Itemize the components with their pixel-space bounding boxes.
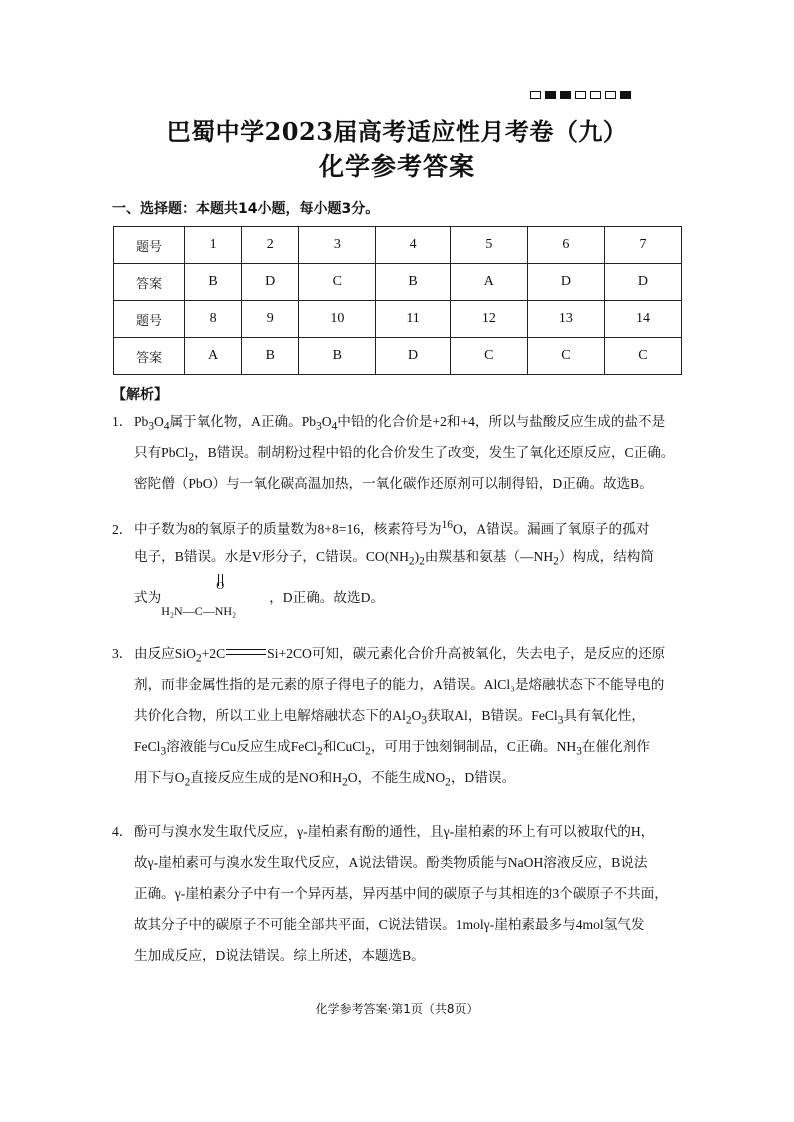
table-cell: 14 <box>604 301 681 338</box>
subscript: 3 <box>316 420 322 433</box>
subscript: 2 <box>405 714 412 727</box>
text-run: 用下与O <box>134 770 185 785</box>
section-heading: 一、选择题：本题共14小题，每小题3分。 <box>112 201 380 217</box>
subscript: 2 <box>184 776 191 789</box>
text-line <box>112 731 692 762</box>
text-line <box>112 638 692 669</box>
analysis-item-2 <box>112 510 692 620</box>
text-run: ，B错误。制胡粉过程中铅的化合价发生了改变，发生了氧化还原反应，C正确。 <box>194 445 675 460</box>
text-line <box>112 572 692 620</box>
text-run: ，可用于蚀刻铜制品，C正确。NH <box>370 739 577 754</box>
analysis-item-4 <box>112 816 692 971</box>
text-run: 在催化剂作 <box>581 739 650 754</box>
text-run: 由反应SiO <box>134 646 196 661</box>
text-line: 故其分子中的碳原子不可能全部共平面，C说法错误。1molγ-崖柏素最多与4mol氢气发 <box>134 917 645 932</box>
text-run: 式为 <box>134 590 162 605</box>
code-box <box>575 91 586 99</box>
formula-chain: H₂N—C—NH₂ <box>161 604 237 618</box>
table-cell: C <box>527 338 604 375</box>
text-run: Pb <box>134 414 149 429</box>
text-run: Si+2CO可知，碳元素化合价升高被氧化，失去电子，是反应的还原 <box>267 646 666 661</box>
text-run: 只有PbCl <box>134 445 189 460</box>
table-row <box>114 338 682 375</box>
text-run: ）构成，结构简 <box>558 549 654 564</box>
table-cell: 2 <box>242 227 299 264</box>
text-line: 剂，而非金属性指的是元素的原子得电子的能力，A错误。AlCl₃是熔融状态下不能导电的 <box>134 677 665 692</box>
text-line <box>112 437 692 468</box>
text-run: O，不能生成NO <box>347 770 446 785</box>
exam-subtitle: 化学参考答案 <box>318 152 475 181</box>
table-cell: 7 <box>604 227 681 264</box>
subscript: 2 <box>317 745 323 758</box>
text-line <box>112 700 692 731</box>
table-cell: 13 <box>527 301 604 338</box>
table-cell: 10 <box>299 301 376 338</box>
table-cell: C <box>299 264 376 301</box>
text-run: 中铅的化合价是+2和+4，所以与盐酸反应生成的盐不是 <box>337 414 666 429</box>
text-run: 电子，B错误。水是V形分子，C错误。CO(NH <box>134 549 409 564</box>
text-line <box>112 816 692 847</box>
text-line <box>112 510 692 541</box>
text-line: 密陀僧（PbO）与一氧化碳高温加热，一氧化碳作还原剂可以制得铅，D正确。故选B。 <box>134 476 653 491</box>
page-footer: 化学参考答案·第1页（共8页） <box>315 1002 479 1016</box>
subscript: 2 <box>419 555 425 568</box>
table-cell: 4 <box>376 227 450 264</box>
text-run: 由羰基和氨基（—NH <box>424 549 554 564</box>
text-run: 和CuCl <box>322 739 366 754</box>
text-run: ，D正确。故选D。 <box>269 590 384 605</box>
row-label: 答案 <box>114 264 185 301</box>
code-box <box>560 91 571 99</box>
table-row <box>114 264 682 301</box>
text-run: O <box>411 708 422 723</box>
subscript: 3 <box>148 420 155 433</box>
table-cell: 6 <box>527 227 604 264</box>
table-cell: B <box>376 264 450 301</box>
row-label: 答案 <box>114 338 185 375</box>
table-cell: B <box>299 338 376 375</box>
text-line <box>112 541 692 572</box>
subscript: 2 <box>188 451 195 464</box>
subscript: 2 <box>365 745 371 758</box>
text-run: FeCl <box>134 739 161 754</box>
text-run: O <box>321 414 332 429</box>
text-run: 溶液能与Cu反应生成FeCl <box>166 739 318 754</box>
subscript: 2 <box>445 776 451 789</box>
table-cell: D <box>527 264 604 301</box>
subscript: 3 <box>576 745 582 758</box>
text-run: O <box>154 414 164 429</box>
item-number: 2． <box>112 521 133 537</box>
text-run: ) <box>414 549 420 564</box>
code-box <box>605 91 616 99</box>
analysis-heading: 【解析】 <box>112 387 168 403</box>
text-run: 具有氧化性， <box>563 708 645 723</box>
urea-structure-formula <box>161 572 269 618</box>
subscript: 2 <box>342 776 348 789</box>
item-number: 4． <box>112 824 133 839</box>
code-box <box>530 91 541 99</box>
subscript: 2 <box>408 555 415 568</box>
code-box <box>545 91 556 99</box>
text-line: 故γ-崖柏素可与溴水发生取代反应，A说法错误。酚类物质能与NaOH溶液反应，B说法 <box>134 855 648 870</box>
table-cell: 8 <box>185 301 242 338</box>
table-cell: D <box>376 338 450 375</box>
table-cell: B <box>242 338 299 375</box>
oxygen-atom: O <box>216 580 225 592</box>
code-box <box>620 91 631 99</box>
table-cell: C <box>450 338 527 375</box>
text-line: 正确。γ-崖柏素分子中有一个异丙基，异丙基中间的碳原子与其相连的3个碳原子不共面， <box>134 886 668 901</box>
table-cell: 11 <box>376 301 450 338</box>
analysis-item-1 <box>112 406 692 499</box>
subscript: 4 <box>163 420 170 433</box>
table-cell: A <box>185 338 242 375</box>
table-cell: 3 <box>299 227 376 264</box>
table-cell: D <box>242 264 299 301</box>
subscript: 4 <box>331 420 338 433</box>
table-cell: B <box>185 264 242 301</box>
text-run: 属于氧化物，A正确。Pb <box>169 414 317 429</box>
text-run: 酚可与溴水发生取代反应，γ-崖柏素有酚的通性，且γ-崖柏素的环上有可以被取代的H， <box>134 824 655 839</box>
table-cell: A <box>450 264 527 301</box>
row-label: 题号 <box>114 227 185 264</box>
analysis-item-3 <box>112 638 692 793</box>
table-cell: D <box>604 264 681 301</box>
table-cell: 12 <box>450 301 527 338</box>
table-row <box>114 227 682 264</box>
subscript: 3 <box>557 714 564 727</box>
table-cell: 5 <box>450 227 527 264</box>
reaction-equals-icon <box>226 649 266 655</box>
row-label: 题号 <box>114 301 185 338</box>
table-cell: 1 <box>185 227 242 264</box>
page-code-boxes <box>530 91 631 99</box>
text-run: O，A错误。漏画了氧原子的孤对 <box>452 521 650 537</box>
code-box <box>590 91 601 99</box>
text-line <box>112 762 692 793</box>
text-run: 共价化合物，所以工业上电解熔融状态下的Al <box>134 708 406 723</box>
text-run: 直接反应生成的是NO和H <box>190 770 343 785</box>
answer-table <box>113 226 682 375</box>
exam-title: 巴蜀中学2023届高考适应性月考卷（九） <box>166 117 628 146</box>
text-run: 获取Al，B错误。FeCl <box>427 708 558 723</box>
item-number: 3． <box>112 646 133 661</box>
text-line <box>112 406 692 437</box>
subscript: 3 <box>421 714 428 727</box>
text-run: 中子数为8的氧原子的质量数为8+8=16，核素符号为 <box>134 521 442 537</box>
subscript: 2 <box>553 555 559 568</box>
text-line: 生加成反应，D说法错误。综上所述，本题选B。 <box>134 948 425 963</box>
text-run: +2C <box>201 646 226 661</box>
item-number: 1． <box>112 414 133 429</box>
table-row <box>114 301 682 338</box>
subscript: 2 <box>195 652 202 665</box>
text-run: ，D错误。 <box>450 770 516 785</box>
superscript: 16 <box>441 519 453 531</box>
table-cell: 9 <box>242 301 299 338</box>
subscript: 3 <box>160 745 167 758</box>
table-cell: C <box>604 338 681 375</box>
